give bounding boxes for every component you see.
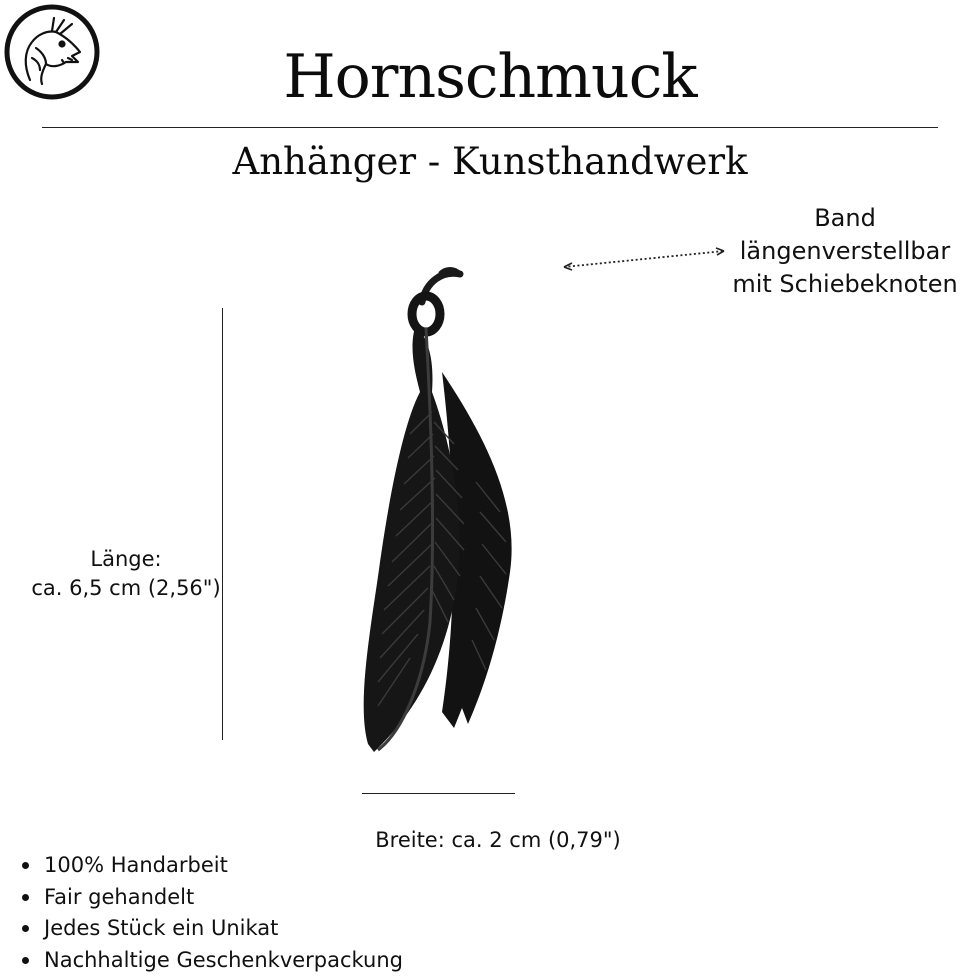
list-item (20, 913, 403, 945)
feature-text: Nachhaltige Geschenkverpackung (44, 947, 404, 972)
band-line-1: Band (814, 204, 876, 232)
length-line-2: ca. 6,5 cm (2,56") (31, 576, 221, 600)
feature-list (20, 850, 403, 976)
band-pointer-arrow-icon (556, 240, 736, 274)
list-item (20, 850, 403, 882)
feature-text: Jedes Stück ein Unikat (44, 916, 279, 940)
page-title: Hornschmuck (283, 42, 697, 112)
bullet-icon (22, 894, 29, 901)
bullet-icon (22, 925, 29, 932)
band-line-2: längenverstellbar (739, 237, 951, 265)
width-dimension-line (362, 793, 515, 794)
length-annotation (18, 545, 234, 603)
band-line-3: mit Schiebeknoten (732, 270, 958, 298)
feature-text: Fair gehandelt (44, 884, 195, 909)
list-item (20, 945, 403, 977)
bullet-icon (22, 862, 29, 869)
width-annotation: Breite: ca. 2 cm (0,79") (375, 828, 621, 852)
length-dimension-line (222, 308, 223, 740)
feather-pendant-icon (350, 262, 540, 762)
title-divider (42, 127, 938, 128)
length-line-1: Länge: (90, 547, 162, 571)
page-subtitle: Anhänger - Kunsthandwerk (232, 140, 748, 183)
list-item (20, 882, 403, 914)
feature-text: 100% Handarbeit (44, 853, 228, 877)
bullet-icon (22, 957, 29, 964)
band-annotation (700, 202, 980, 301)
